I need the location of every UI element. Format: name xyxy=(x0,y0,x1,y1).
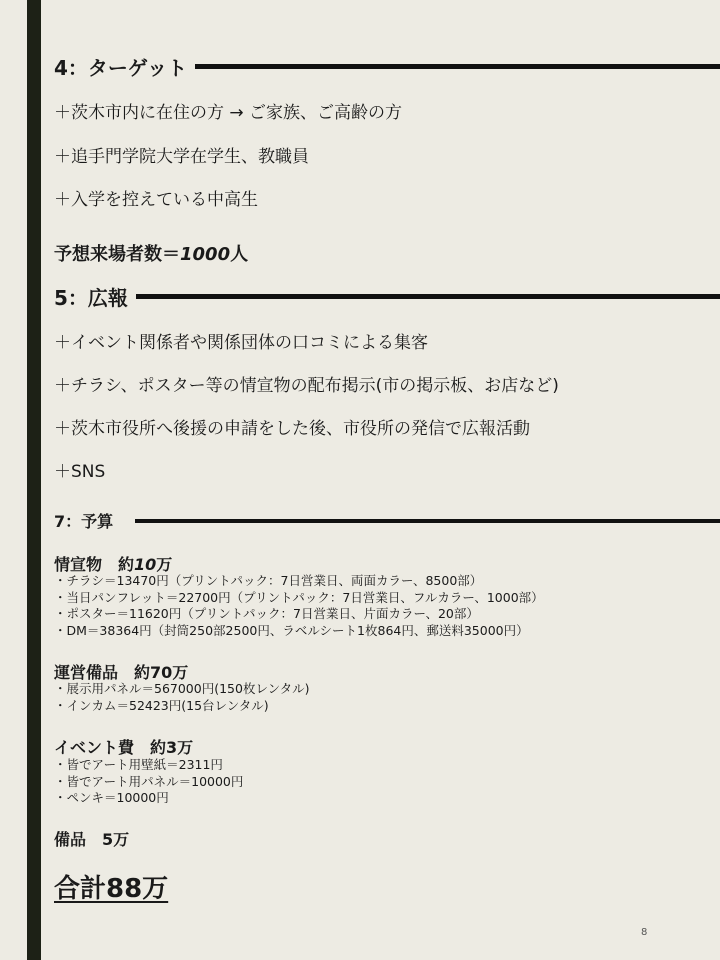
target-item: ＋入学を控えている中高生 xyxy=(54,190,258,210)
section-4-title: 4：ターゲット xyxy=(54,56,188,80)
budget-detail-line: ・ペンキ＝10000円 xyxy=(54,790,169,805)
pr-item: ＋イベント関係者や関係団体の口コミによる集客 xyxy=(54,333,428,353)
section-7-rule xyxy=(135,519,720,523)
section-4-rule xyxy=(195,64,720,69)
budget-detail-list xyxy=(54,681,310,714)
budget-detail-list xyxy=(54,757,243,807)
section-5-rule xyxy=(136,294,720,299)
budget-detail-line: ・皆でアート用壁紙＝2311円 xyxy=(54,757,223,772)
pr-item: ＋SNS xyxy=(54,462,106,482)
budget-detail-line: ・チラシ＝13470円（プリントパック：7日営業日、両面カラー、8500部） xyxy=(54,573,483,588)
budget-category-title: 備品 5万 xyxy=(54,830,130,849)
section-7-heading xyxy=(54,509,720,532)
pr-item: ＋チラシ、ポスター等の情宣物の配布掲示(市の掲示板、お店など) xyxy=(54,376,559,396)
expected-attendance-number: 1000 xyxy=(180,244,231,265)
section-5-heading xyxy=(54,282,720,311)
pr-item: ＋茨木市役所へ後援の申請をした後、市役所の発信で広報活動 xyxy=(54,419,530,439)
expected-attendance-label: 予想来場者数＝ xyxy=(54,244,180,265)
page-number: 8 xyxy=(641,927,648,938)
budget-category-unit: 万 xyxy=(156,555,173,574)
left-accent-bar xyxy=(27,0,41,960)
budget-detail-line: ・DM＝38364円（封筒250部2500円、ラベルシート1枚864円、郵送料35000円） xyxy=(54,622,529,638)
budget-detail-list xyxy=(54,573,544,639)
budget-detail-line: ・インカム＝52423円(15台レンタル) xyxy=(54,697,269,713)
section-5-title: 5：広報 xyxy=(54,286,128,310)
expected-attendance xyxy=(54,240,248,266)
section-7-title: 7：予算 xyxy=(54,512,114,531)
section-4-heading xyxy=(54,52,720,81)
budget-detail-line: ・ポスター＝11620円（プリントパック：7日営業日、片面カラー、20部） xyxy=(54,606,479,621)
budget-detail-line: ・展示用パネル＝567000円(150枚レンタル) xyxy=(54,681,310,696)
target-item: ＋茨木市内に在住の方 → ご家族、ご高齢の方 xyxy=(54,103,403,123)
budget-category-title: 運営備品 約70万 xyxy=(54,663,189,682)
budget-category-label: 情宣物 約 xyxy=(54,555,135,574)
budget-total: 合計88万 xyxy=(54,874,169,904)
budget-category-title xyxy=(54,552,172,575)
budget-category-title: イベント費 約3万 xyxy=(54,738,194,757)
expected-attendance-unit: 人 xyxy=(230,244,249,265)
budget-category-amount: 10 xyxy=(134,555,157,574)
target-item: ＋追手門学院大学在学生、教職員 xyxy=(54,147,309,167)
budget-detail-line: ・当日パンフレット＝22700円（プリントパック：7日営業日、フルカラー、1000部） xyxy=(54,589,544,605)
budget-detail-line: ・皆でアート用パネル＝10000円 xyxy=(54,773,244,789)
